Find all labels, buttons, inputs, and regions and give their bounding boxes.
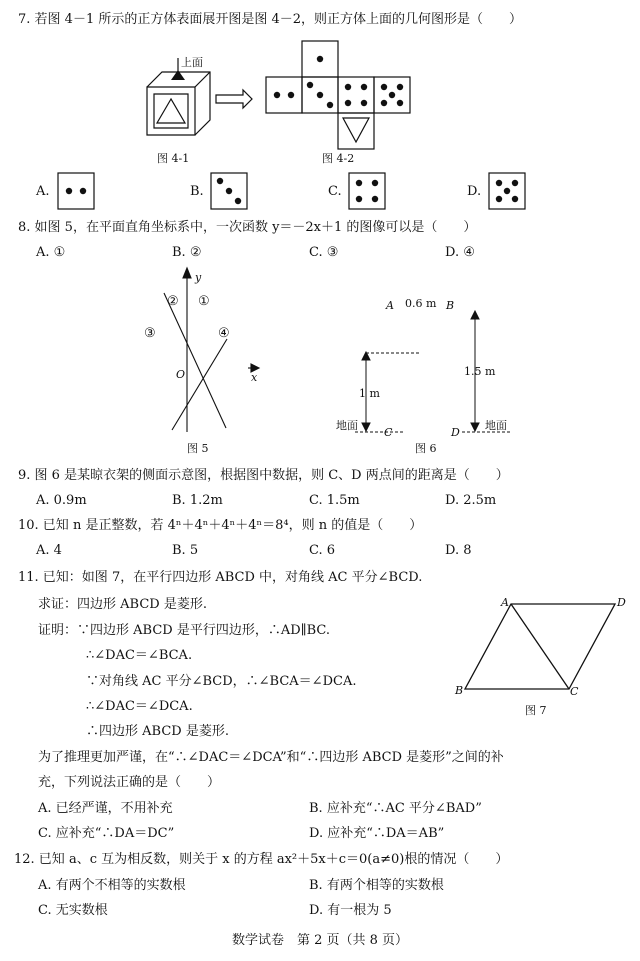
q11-proof-line-3: ∵对角线 AC 平分∠BCD，∴∠BCA＝∠DCA. xyxy=(86,674,357,689)
q10-stem: 10. 已知 n 是正整数，若 4ⁿ＋4ⁿ＋4ⁿ＋4ⁿ＝8⁴，则 n 的值是（ ） xyxy=(18,518,423,533)
q9-stem: 9. 图 6 是某晾衣架的侧面示意图，根据图中数据，则 C、D 两点间的距离是（ ） xyxy=(18,468,509,483)
q7-stem: 7. 若图 4－1 所示的正方体表面展开图是图 4－2，则正方体上面的几何图形是（ ） xyxy=(18,12,523,27)
q11-option-a[interactable]: A. 已经严谨，不用补充 xyxy=(38,801,173,816)
fig6-caption: 图 6 xyxy=(415,442,437,455)
q9-option-a[interactable]: A. 0.9m xyxy=(36,493,87,508)
q11-option-b[interactable]: B. 应补充“∴AC 平分∠BAD” xyxy=(309,801,482,816)
top-face-label: 上面 xyxy=(181,56,203,69)
q12-option-a[interactable]: A. 有两个不相等的实数根 xyxy=(38,878,186,893)
q10-option-d[interactable]: D. 8 xyxy=(445,543,472,558)
q8-option-a[interactable]: A. ① xyxy=(36,245,66,260)
fig7-caption: 图 7 xyxy=(525,704,547,717)
fig4-2-caption: 图 4-2 xyxy=(322,152,355,165)
fig5-caption: 图 5 xyxy=(187,442,209,455)
q11-proof-line-2: ∴∠DAC＝∠BCA. xyxy=(86,648,193,663)
q8-option-d[interactable]: D. ④ xyxy=(445,245,475,260)
fig7-label-c: C xyxy=(570,685,579,698)
fig5-origin-label: O xyxy=(176,368,186,381)
fig6-label-b: B xyxy=(446,299,455,312)
fig5-line-3-label: ③ xyxy=(144,326,156,341)
q8-stem: 8. 如图 5，在平面直角坐标系中，一次函数 y＝－2x＋1 的图像可以是（ ） xyxy=(18,220,477,235)
fig4-1-caption: 图 4-1 xyxy=(157,152,190,165)
cube-net-figure xyxy=(266,41,410,149)
q7-option-d[interactable]: D. xyxy=(467,184,482,199)
q9-option-b[interactable]: B. 1.2m xyxy=(172,493,223,508)
fig5-y-label: y xyxy=(195,271,202,284)
q7-option-dots xyxy=(66,178,518,204)
q11-prove: 求证：四边形 ABCD 是菱形. xyxy=(38,597,207,612)
q11-proof-line-5: ∴四边形 ABCD 是菱形. xyxy=(86,724,229,739)
fig7-label-a: A xyxy=(501,596,509,609)
q11-stem: 11. 已知：如图 7，在平行四边形 ABCD 中，对角线 AC 平分∠BCD. xyxy=(18,570,423,585)
fig6-right-height: 1.5 m xyxy=(464,365,496,378)
q12-option-c[interactable]: C. 无实数根 xyxy=(38,903,108,918)
q7-option-b[interactable]: B. xyxy=(190,184,204,199)
fig5-line-2-label: ② xyxy=(167,294,179,309)
fig5-x-label: x xyxy=(251,371,258,384)
q7-option-boxes xyxy=(58,173,525,209)
fig7-parallelogram xyxy=(465,604,615,689)
fig5-graph xyxy=(164,268,259,432)
q7-option-c[interactable]: C. xyxy=(328,184,342,199)
q11-ask-line-1: 为了推理更加严谨，在“∴∠DAC＝∠DCA”和“∴四边形 ABCD 是菱形”之间的补 xyxy=(38,750,504,765)
fig6-label-c: C xyxy=(384,426,393,439)
fig7-label-b: B xyxy=(455,684,464,697)
fig6-label-a: A xyxy=(386,299,394,312)
fig5-line-1-label: ① xyxy=(198,294,210,309)
fig6-label-d: D xyxy=(451,426,460,439)
q11-proof-line-1: 证明：∵四边形 ABCD 是平行四边形，∴AD∥BC. xyxy=(38,623,331,638)
fig7-label-d: D xyxy=(617,596,626,609)
q12-stem: 12. 已知 a、c 互为相反数，则关于 x 的方程 ax²＋5x＋c＝0(a≠0)根的情况（ ） xyxy=(14,852,509,867)
fig5-line-4-label: ④ xyxy=(218,326,230,341)
q11-proof-line-4: ∴∠DAC＝∠DCA. xyxy=(86,699,193,714)
q9-option-c[interactable]: C. 1.5m xyxy=(309,493,360,508)
page-footer: 数学试卷 第 2 页（共 8 页） xyxy=(231,933,409,948)
q12-option-d[interactable]: D. 有一根为 5 xyxy=(309,903,392,918)
q8-option-c[interactable]: C. ③ xyxy=(309,245,339,260)
q11-option-d[interactable]: D. 应补充“∴DA＝AB” xyxy=(309,826,445,841)
q8-option-b[interactable]: B. ② xyxy=(172,245,202,260)
arrow-icon xyxy=(216,90,252,108)
q10-option-b[interactable]: B. 5 xyxy=(172,543,199,558)
q11-option-c[interactable]: C. 应补充“∴DA＝DC” xyxy=(38,826,175,841)
q9-option-d[interactable]: D. 2.5m xyxy=(445,493,497,508)
fig6-left-height: 1 m xyxy=(359,387,380,400)
q11-ask-line-2: 充，下列说法正确的是（ ） xyxy=(38,775,221,790)
q10-option-a[interactable]: A. 4 xyxy=(36,543,62,558)
fig6-ground-left: 地面 xyxy=(336,419,358,432)
fig6-ground-right: 地面 xyxy=(485,419,507,432)
q10-option-c[interactable]: C. 6 xyxy=(309,543,336,558)
q7-option-a[interactable]: A. xyxy=(36,184,50,199)
fig6-top-width: 0.6 m xyxy=(405,297,437,310)
q12-option-b[interactable]: B. 有两个相等的实数根 xyxy=(309,878,444,893)
